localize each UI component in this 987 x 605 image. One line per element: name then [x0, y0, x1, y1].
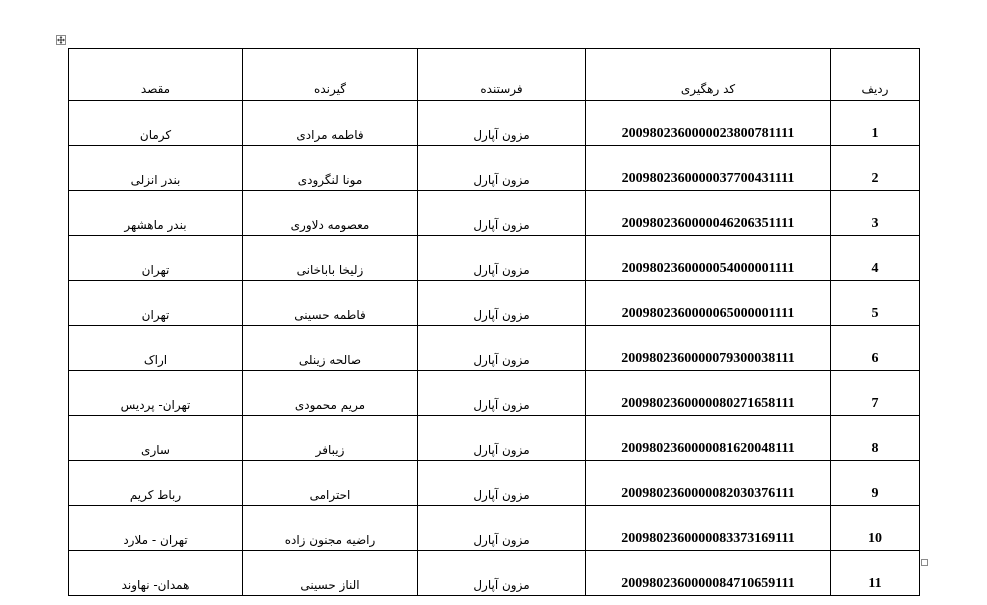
row-number: 8 [831, 416, 920, 461]
tracking-code: 2009802360000080271658111 [586, 371, 831, 416]
receiver: احترامی [243, 461, 418, 506]
tracking-code: 2009802360000081620048111 [586, 416, 831, 461]
row-number: 7 [831, 371, 920, 416]
table-move-handle-icon[interactable] [56, 35, 66, 45]
destination: تهران [69, 281, 243, 326]
table-row [69, 281, 920, 326]
row-number: 10 [831, 506, 920, 551]
table-row [69, 101, 920, 146]
destination: بندر انزلی [69, 146, 243, 191]
receiver: فاطمه مرادی [243, 101, 418, 146]
destination: تهران- پردیس [69, 371, 243, 416]
table-row [69, 416, 920, 461]
tracking-code: 2009802360000023800781111 [586, 101, 831, 146]
table-row [69, 551, 920, 596]
table-row [69, 371, 920, 416]
table-row [69, 506, 920, 551]
sender: مزون آپارل [418, 371, 586, 416]
tracking-code: 2009802360000054000001111 [586, 236, 831, 281]
sender: مزون آپارل [418, 101, 586, 146]
receiver: الناز حسینی [243, 551, 418, 596]
table-row [69, 146, 920, 191]
sender: مزون آپارل [418, 281, 586, 326]
table-row [69, 191, 920, 236]
destination: همدان- نهاوند [69, 551, 243, 596]
tracking-code: 2009802360000065000001111 [586, 281, 831, 326]
header-destination: مقصد [69, 49, 243, 101]
receiver: مریم محمودی [243, 371, 418, 416]
tracking-code: 2009802360000084710659111 [586, 551, 831, 596]
receiver: فاطمه حسینی [243, 281, 418, 326]
destination: تهران [69, 236, 243, 281]
row-number: 1 [831, 101, 920, 146]
destination: رباط کریم [69, 461, 243, 506]
sender: مزون آپارل [418, 551, 586, 596]
tracking-code: 2009802360000083373169111 [586, 506, 831, 551]
tracking-code: 2009802360000037700431111 [586, 146, 831, 191]
sender: مزون آپارل [418, 191, 586, 236]
row-number: 2 [831, 146, 920, 191]
row-number: 5 [831, 281, 920, 326]
destination: ساری [69, 416, 243, 461]
row-number: 4 [831, 236, 920, 281]
receiver: راضیه مجنون زاده [243, 506, 418, 551]
receiver: صالحه زینلی [243, 326, 418, 371]
table-row [69, 461, 920, 506]
tracking-code: 2009802360000046206351111 [586, 191, 831, 236]
tracking-code: 2009802360000079300038111 [586, 326, 831, 371]
row-number: 3 [831, 191, 920, 236]
sender: مزون آپارل [418, 506, 586, 551]
header-tracking-code: کد رهگیری [586, 49, 831, 101]
shipment-table [68, 48, 920, 596]
sender: مزون آپارل [418, 146, 586, 191]
receiver: زلیخا باباخانی [243, 236, 418, 281]
table-row [69, 326, 920, 371]
row-number: 9 [831, 461, 920, 506]
header-row-no: ردیف [831, 49, 920, 101]
destination: تهران - ملارد [69, 506, 243, 551]
receiver: معصومه دلاوری [243, 191, 418, 236]
destination: اراک [69, 326, 243, 371]
receiver: زیبافر [243, 416, 418, 461]
destination: کرمان [69, 101, 243, 146]
table-row [69, 236, 920, 281]
receiver: مونا لنگرودی [243, 146, 418, 191]
sender: مزون آپارل [418, 461, 586, 506]
row-number: 6 [831, 326, 920, 371]
sender: مزون آپارل [418, 326, 586, 371]
tracking-code: 2009802360000082030376111 [586, 461, 831, 506]
header-sender: فرستنده [418, 49, 586, 101]
table-resize-handle[interactable] [921, 559, 928, 566]
sender: مزون آپارل [418, 416, 586, 461]
table-header-row [69, 49, 920, 101]
row-number: 11 [831, 551, 920, 596]
header-receiver: گیرنده [243, 49, 418, 101]
sender: مزون آپارل [418, 236, 586, 281]
destination: بندر ماهشهر [69, 191, 243, 236]
